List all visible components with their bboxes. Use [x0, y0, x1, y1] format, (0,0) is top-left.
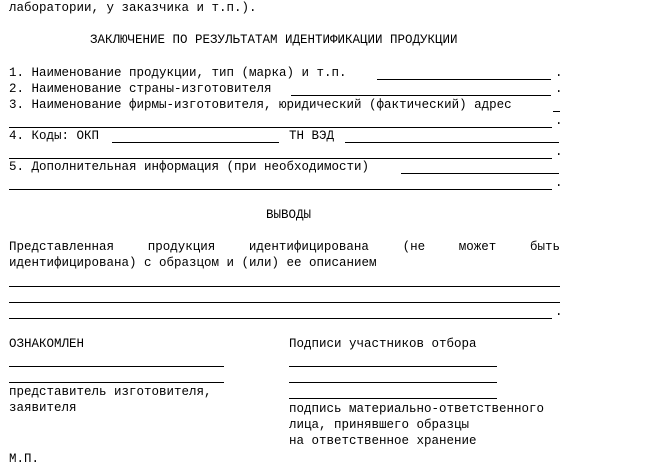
top-fragment: лаборатории, у заказчика и т.п.). — [9, 1, 257, 15]
responsible-line1: подпись материально-ответственного — [289, 402, 545, 416]
additional-field-line2[interactable] — [9, 189, 552, 190]
conclusion-line2: идентифицирована) с образцом и (или) ее описанием — [9, 256, 377, 270]
conclusion-word: (не — [402, 240, 426, 254]
manufacturer-field-line2[interactable] — [9, 127, 552, 128]
additional-field[interactable] — [401, 173, 559, 174]
stamp-label: М.П. — [9, 452, 40, 466]
acquainted-sign-line1[interactable] — [9, 366, 224, 367]
item5-period: . — [555, 176, 563, 190]
item-manufacturer: 3. Наименование фирмы-изготовителя, юридический (фактический) адрес — [9, 98, 512, 112]
item3-period: . — [555, 114, 563, 128]
product-name-field[interactable] — [377, 79, 551, 80]
conclusion-period: . — [555, 305, 563, 319]
item-additional: 5. Дополнительная информация (при необходимости) — [9, 160, 370, 174]
item-codes: 4. Коды: ОКП — [9, 129, 100, 143]
country-field[interactable] — [291, 95, 551, 96]
conclusion-line1 — [9, 240, 560, 255]
conclusion-field-3[interactable] — [9, 318, 552, 319]
conclusions-title: ВЫВОДЫ — [266, 208, 312, 222]
conclusion-word: идентифицирована — [248, 240, 369, 254]
representative-line1: представитель изготовителя, — [9, 385, 212, 399]
signatures-title: Подписи участников отбора — [289, 337, 477, 351]
conclusion-word: Представленная — [9, 240, 115, 254]
acquainted-label: ОЗНАКОМЛЕН — [9, 337, 85, 351]
tn-ved-field[interactable] — [345, 142, 559, 143]
conclusion-word: быть — [529, 240, 560, 254]
codes-field-line2[interactable] — [9, 158, 552, 159]
responsible-line2: лица, принявшего образцы — [289, 418, 470, 432]
item1-period: . — [555, 66, 563, 80]
conclusion-field-2[interactable] — [9, 302, 560, 303]
conclusion-word: может — [458, 240, 497, 254]
participant-sign-line3[interactable] — [289, 398, 497, 399]
acquainted-sign-line2[interactable] — [9, 382, 224, 383]
item-country: 2. Наименование страны-изготовителя — [9, 82, 272, 96]
item2-period: . — [555, 82, 563, 96]
conclusion-field-1[interactable] — [9, 286, 560, 287]
item4-period: . — [555, 145, 563, 159]
manufacturer-field-short[interactable] — [553, 111, 560, 112]
conclusion-word: продукция — [147, 240, 216, 254]
responsible-line3: на ответственное хранение — [289, 434, 477, 448]
document-title: ЗАКЛЮЧЕНИЕ ПО РЕЗУЛЬТАТАМ ИДЕНТИФИКАЦИИ ПРОДУКЦИИ — [90, 33, 458, 47]
okp-field[interactable] — [112, 142, 279, 143]
participant-sign-line2[interactable] — [289, 382, 497, 383]
representative-line2: заявителя — [9, 401, 77, 415]
participant-sign-line1[interactable] — [289, 366, 497, 367]
item-product-name: 1. Наименование продукции, тип (марка) и т.п. — [9, 66, 347, 80]
tn-ved-label: ТН ВЭД — [289, 129, 335, 143]
